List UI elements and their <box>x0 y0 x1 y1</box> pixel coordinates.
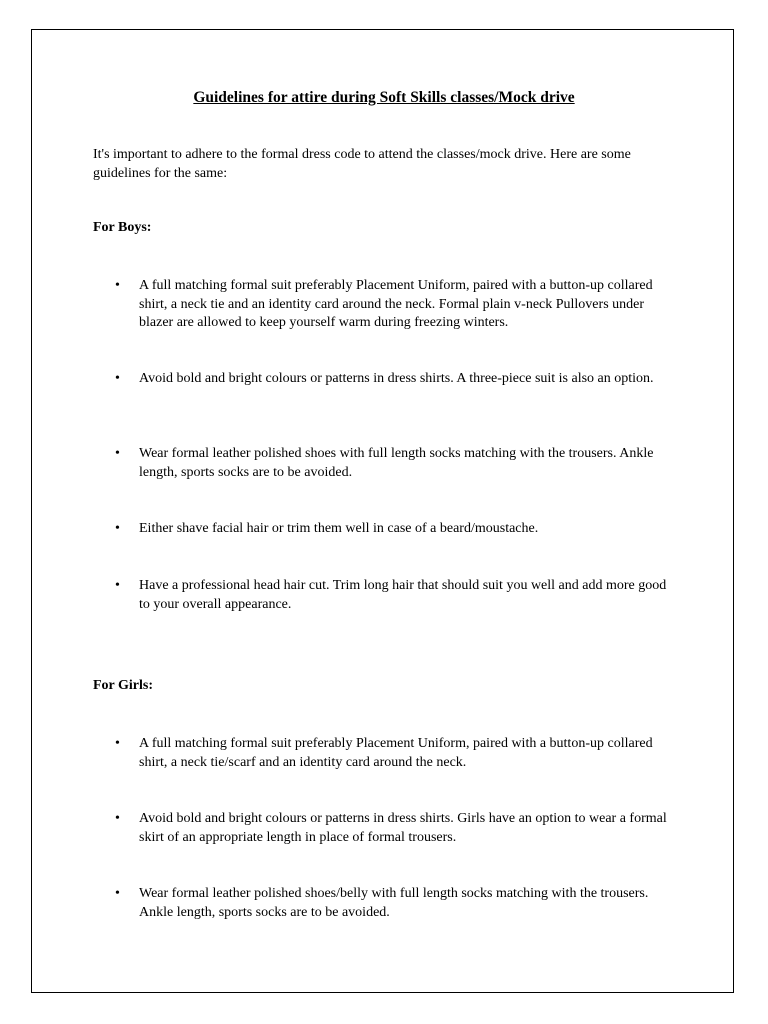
bullet-icon: • <box>115 371 120 386</box>
section-heading-boys: For Boys: <box>93 220 152 235</box>
list-item-text: Wear formal leather polished shoes/belly with full length socks matching with the trousers. Ankle length, sports socks are to be avoided. <box>139 886 649 920</box>
list-item-text: Either shave facial hair or trim them well in case of a beard/moustache. <box>139 521 539 536</box>
bullet-icon: • <box>115 578 120 593</box>
list-item-text: A full matching formal suit preferably Placement Uniform, paired with a button-up collared shirt, a neck tie/scarf and an identity card around the neck. <box>139 736 653 770</box>
bullet-icon: • <box>115 521 120 536</box>
bullet-icon: • <box>115 278 120 293</box>
bullet-icon: • <box>115 446 120 461</box>
list-item-text: Avoid bold and bright colours or patterns in dress shirts. Girls have an option to wear a formal skirt of an appropriate length in place of formal trousers. <box>139 811 667 845</box>
list-item-text: Wear formal leather polished shoes with full length socks matching with the trousers. Ankle length, sports socks are to be avoided. <box>139 446 654 480</box>
bullet-icon: • <box>115 886 120 901</box>
bullet-icon: • <box>115 811 120 826</box>
list-item-text: A full matching formal suit preferably Placement Uniform, paired with a button-up collared shirt, a neck tie and an identity card around the neck. Formal plain v-neck Pullovers under blazer are allowed to keep yourself warm during freezing winters. <box>139 278 653 330</box>
list-item-text: Avoid bold and bright colours or patterns in dress shirts. A three-piece suit is also an option. <box>139 371 654 386</box>
section-heading-girls: For Girls: <box>93 678 154 693</box>
intro-paragraph: It's important to adhere to the formal dress code to attend the classes/mock drive. Here are some guidelines for the same: <box>93 147 631 181</box>
list-item-text: Have a professional head hair cut. Trim long hair that should suit you well and add more good to your overall appearance. <box>139 578 667 612</box>
document-title: Guidelines for attire during Soft Skills classes/Mock drive <box>193 89 575 106</box>
bullet-icon: • <box>115 736 120 751</box>
